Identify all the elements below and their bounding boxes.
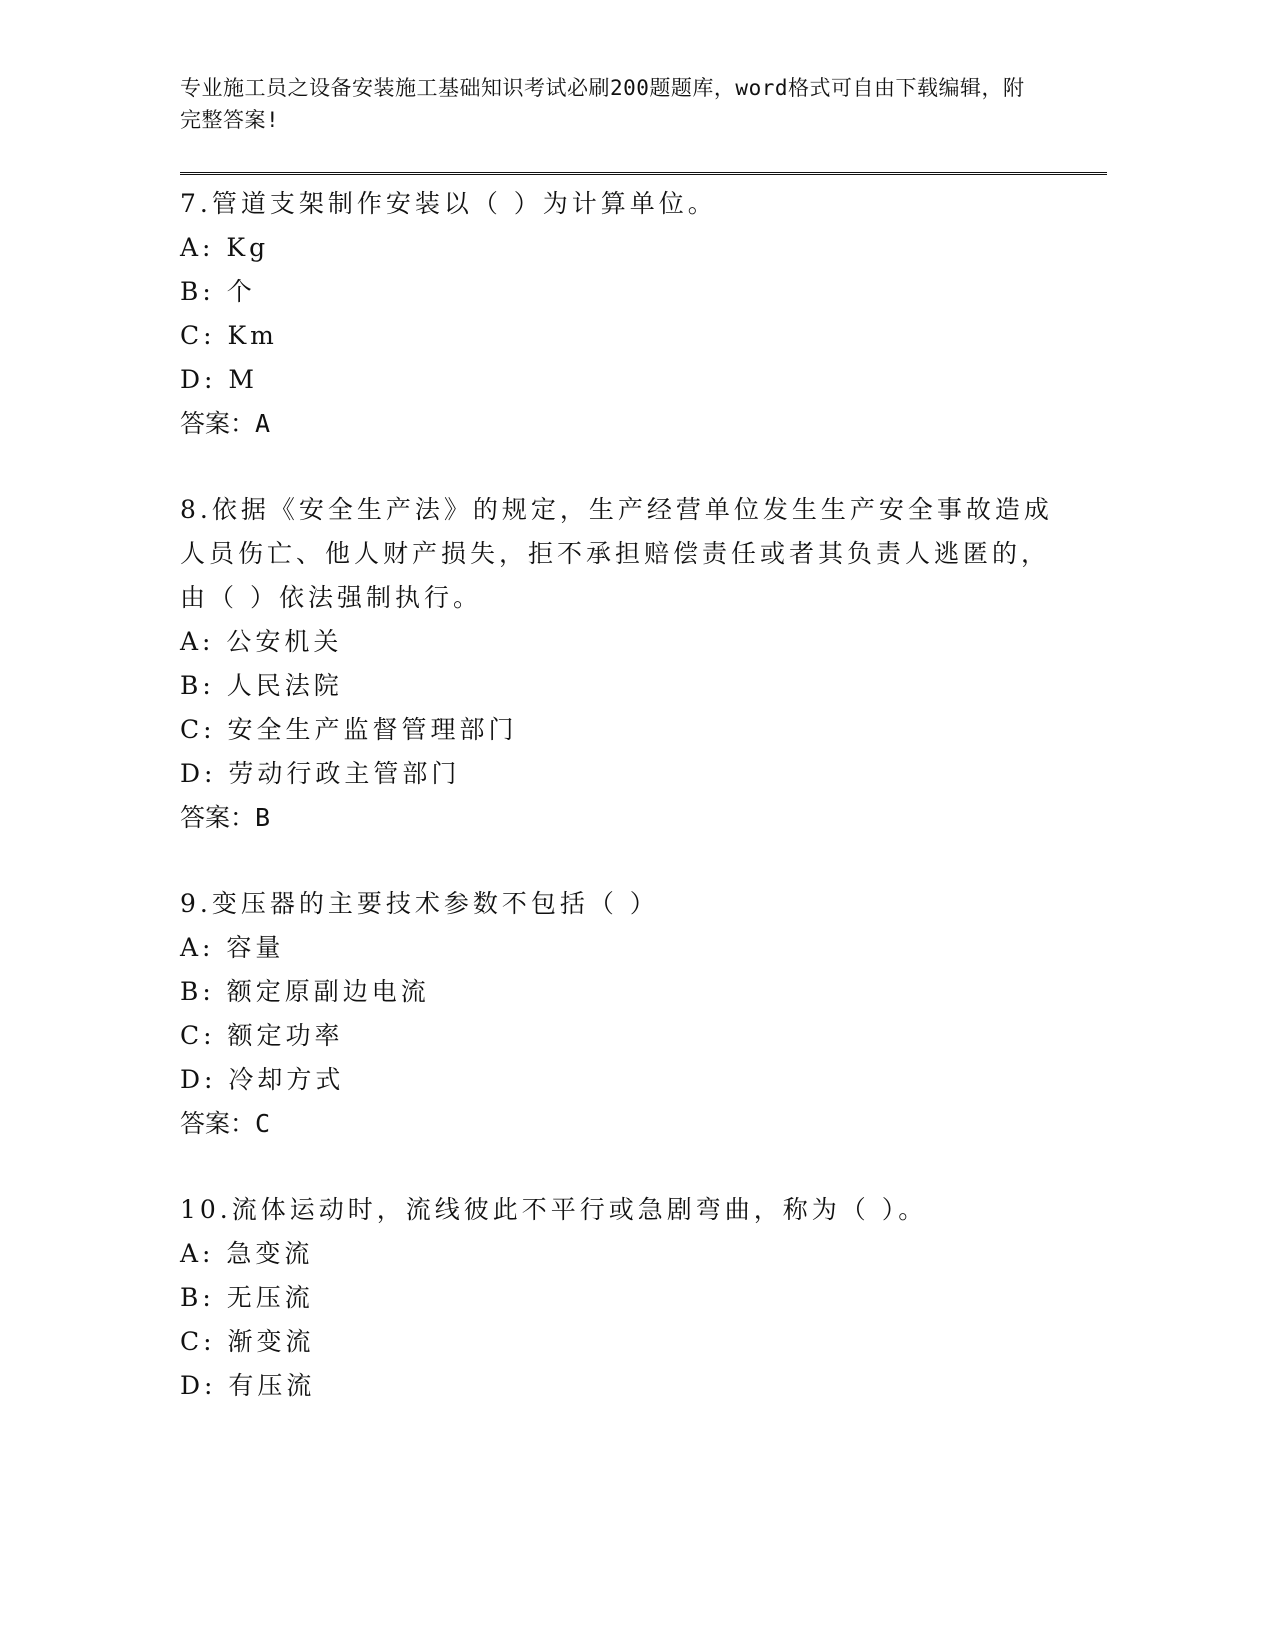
- option-d: D: 有压流: [180, 1371, 316, 1400]
- question-stem: 10.流体运动时，流线彼此不平行或急剧弯曲，称为（ ）。: [180, 1195, 928, 1224]
- option-d: D: 劳动行政主管部门: [180, 759, 461, 788]
- question-stem: 9.变压器的主要技术参数不包括（ ）: [180, 889, 659, 918]
- question-8: [180, 488, 1060, 840]
- option-a: A: 容量: [180, 933, 285, 962]
- option-c: C: Km: [180, 321, 278, 350]
- question-7: [180, 182, 1060, 446]
- question-10: [180, 1188, 1060, 1408]
- question-9: [180, 882, 1060, 1146]
- option-a: A: 公安机关: [180, 627, 343, 656]
- option-b: B: 人民法院: [180, 671, 343, 700]
- answer: 答案：C: [180, 1109, 271, 1138]
- answer: 答案：A: [180, 409, 271, 438]
- question-list: [180, 182, 1060, 1450]
- question-stem: 7.管道支架制作安装以（ ）为计算单位。: [180, 189, 717, 218]
- option-b: B: 无压流: [180, 1283, 314, 1312]
- answer: 答案：B: [180, 803, 271, 832]
- option-c: C: 渐变流: [180, 1327, 315, 1356]
- option-c: C: 额定功率: [180, 1021, 344, 1050]
- header-divider: [180, 172, 1107, 175]
- option-b: B: 额定原副边电流: [180, 977, 430, 1006]
- document-header: 专业施工员之设备安装施工基础知识考试必刷200题题库，word格式可自由下载编辑，附完整答案!: [180, 76, 1025, 132]
- option-b: B: 个: [180, 277, 256, 306]
- option-a: A: 急变流: [180, 1239, 314, 1268]
- question-stem: 8.依据《安全生产法》的规定，生产经营单位发生生产安全事故造成人员伤亡、他人财产损失，拒不承担赔偿责任或者其负责人逃匿的，由（ ）依法强制执行。: [180, 495, 1053, 612]
- option-a: A: Kg: [180, 233, 270, 262]
- option-d: D: 冷却方式: [180, 1065, 345, 1094]
- option-d: D: M: [180, 365, 259, 394]
- option-c: C: 安全生产监督管理部门: [180, 715, 518, 744]
